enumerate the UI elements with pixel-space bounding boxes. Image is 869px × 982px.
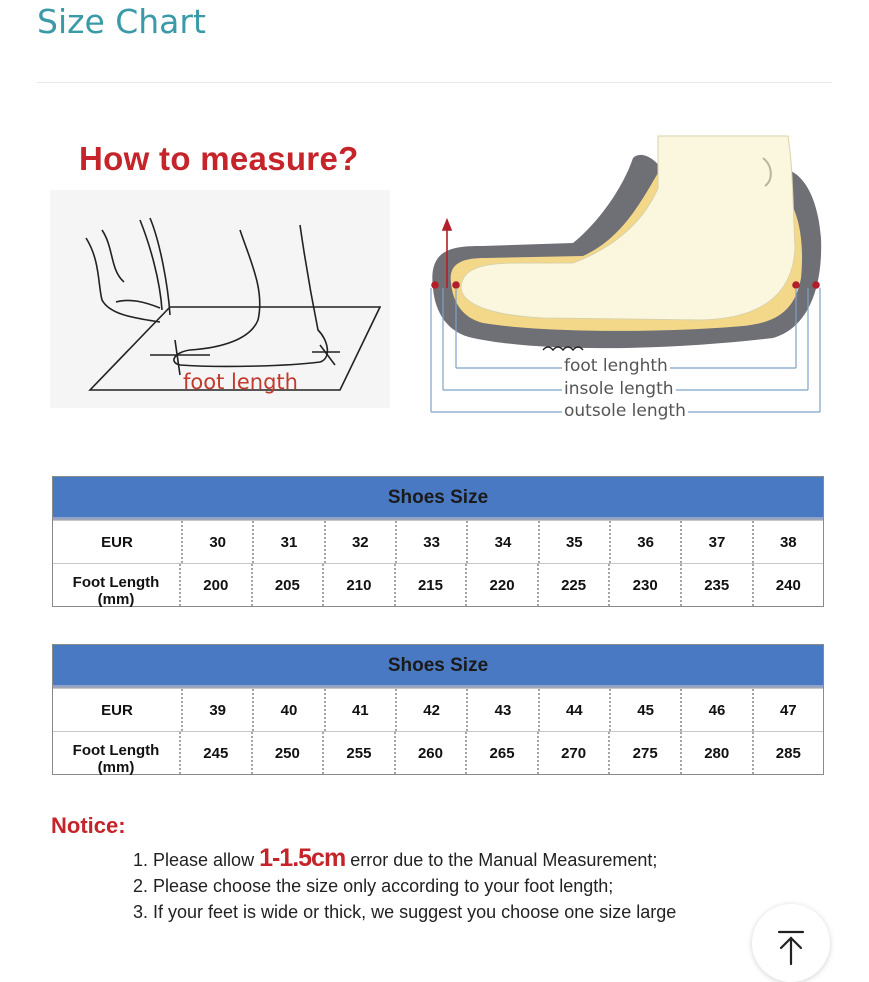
foot-length-cell: 205 [253,564,325,606]
eur-cell: 45 [611,689,682,731]
eur-cell: 30 [183,521,254,563]
notice-title: Notice: [51,813,126,838]
row-label-foot-length: Foot Length (mm) [53,564,181,606]
foot-length-measure-label: foot lenghth [564,356,668,376]
foot-length-cell: 200 [181,564,253,606]
eur-cell: 41 [326,689,397,731]
eur-cell: 38 [779,533,797,551]
foot-length-cell: 250 [253,732,325,774]
page-title: Size Chart [37,2,206,41]
notice-item-2: 2. Please choose the size only according to your foot length; [133,876,614,896]
foot-length-label: foot length [183,370,298,394]
eur-cell: 34 [468,521,539,563]
eur-cell: 32 [326,521,397,563]
eur-cell: 36 [611,521,682,563]
foot-length-cell: 255 [324,732,396,774]
eur-cell: 37 [682,521,753,563]
notice-highlight: 1-1.5cm [259,844,346,872]
row-label-foot-length: Foot Length (mm) [53,732,181,774]
eur-cell: 31 [254,521,325,563]
foot-length-cell: 220 [467,564,539,606]
foot-length-cell: 280 [682,732,754,774]
eur-cell: 43 [468,689,539,731]
eur-row [53,520,823,563]
table-header: Shoes Size [53,477,823,520]
foot-length-cell: 260 [396,732,468,774]
foot-length-cell: 285 [775,744,801,762]
row-label-eur: EUR [53,521,183,563]
foot-length-cell: 265 [467,732,539,774]
foot-length-row [53,563,823,606]
eur-cell: 46 [682,689,753,731]
foot-length-cell: 210 [324,564,396,606]
eur-cell: 42 [397,689,468,731]
eur-cell: 35 [540,521,611,563]
foot-length-cell: 215 [396,564,468,606]
foot-length-cell: 240 [775,576,801,594]
foot-length-cell: 275 [610,732,682,774]
foot-length-cell: 230 [610,564,682,606]
back-to-top-button[interactable] [752,904,830,982]
title-divider [37,82,832,83]
eur-cell: 33 [397,521,468,563]
foot-length-cell: 235 [682,564,754,606]
table-header: Shoes Size [53,645,823,688]
row-label-eur: EUR [53,689,183,731]
eur-cell: 44 [540,689,611,731]
foot-length-cell: 270 [539,732,611,774]
foot-length-cell: 245 [181,732,253,774]
foot-length-cell: 225 [539,564,611,606]
insole-length-label: insole length [564,379,674,399]
notice-text: 1. Please allow [133,850,260,870]
arrow-up-to-top-icon [771,926,811,966]
foot-length-row [53,731,823,774]
eur-cell: 39 [183,689,254,731]
size-table-1 [52,476,824,607]
outsole-length-label: outsole length [564,401,686,421]
notice-item-1 [133,844,657,873]
notice-item-3: 3. If your feet is wide or thick, we suggest you choose one size large [133,902,677,922]
eur-row [53,688,823,731]
size-table-2 [52,644,824,775]
notice-text: error due to the Manual Measurement; [345,850,658,870]
eur-cell: 40 [254,689,325,731]
how-to-measure-heading: How to measure? [79,140,359,177]
eur-cell: 47 [779,701,797,719]
